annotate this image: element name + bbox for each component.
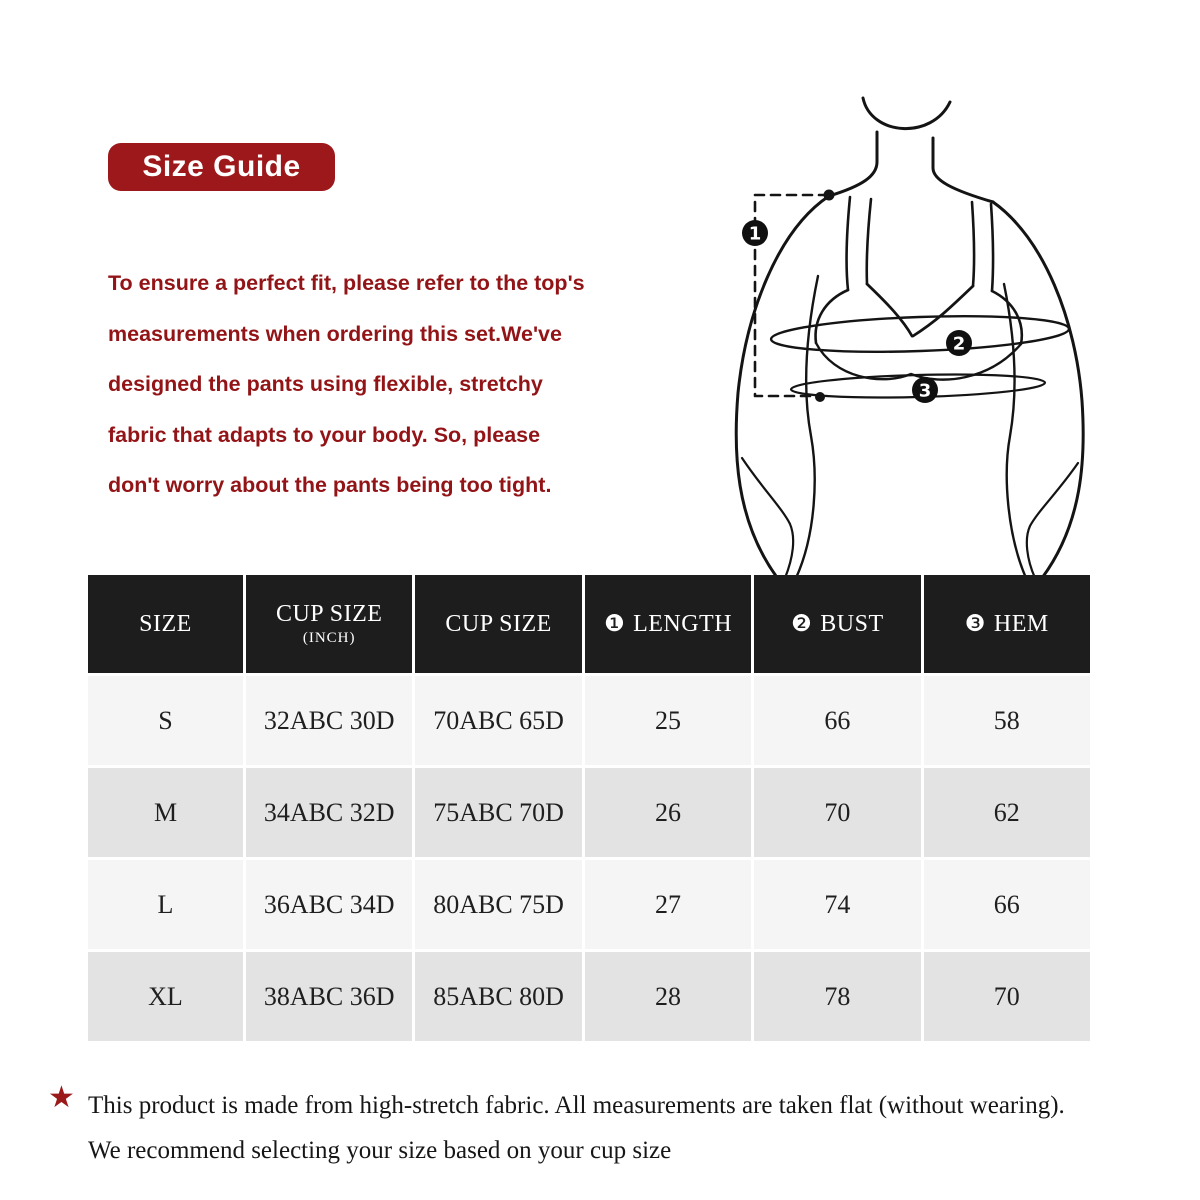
cell-cup-inch-xl: 38ABC 36D (246, 952, 412, 1041)
col-header-length (585, 575, 751, 673)
cell-bust-xl: 78 (754, 952, 920, 1041)
figure-right-cup-neckline (913, 286, 973, 336)
cell-cup-l: 80ABC 75D (415, 860, 581, 949)
marker-3-hem (912, 377, 938, 403)
intro-line: To ensure a perfect fit, please refer to the top's (108, 271, 585, 295)
size-guide-badge-label: Size Guide (142, 150, 301, 183)
col-header-size-label: SIZE (139, 610, 192, 637)
figure-left-cup-outer (816, 290, 848, 343)
figure-left-forearm (742, 458, 793, 578)
intro-line: designed the pants using flexible, stretchy (108, 372, 543, 396)
figure-right-strap-inner (991, 204, 993, 291)
size-guide-badge (108, 143, 335, 191)
cell-length-s: 25 (585, 676, 751, 765)
figure-neck-right (933, 138, 993, 202)
marker-2-bust (946, 330, 972, 356)
intro-line: don't worry about the pants being too tight. (108, 473, 552, 497)
circled-3-icon: ❸ (964, 610, 986, 637)
col-header-cup-size-inch (246, 575, 412, 673)
circled-2-icon: ❷ (791, 610, 813, 637)
cell-cup-inch-m: 34ABC 32D (246, 768, 412, 857)
length-dashed-guide (755, 195, 828, 396)
col-header-bust-label: BUST (820, 610, 884, 637)
figure-torso-left (796, 276, 818, 578)
figure-neck-left (829, 132, 877, 196)
col-header-cup-label: CUP SIZE (445, 610, 552, 637)
shoulder-anchor-dot (824, 190, 835, 201)
size-table (88, 575, 1090, 1041)
col-header-cup-size (415, 575, 581, 673)
col-header-cup-inch-sub: (INCH) (302, 630, 356, 646)
cell-cup-xl: 85ABC 80D (415, 952, 581, 1041)
marker-2-digit: 2 (952, 333, 966, 355)
cell-size-m: M (88, 768, 243, 857)
figure-left-cup-neckline (867, 284, 912, 336)
cell-hem-l: 66 (924, 860, 1090, 949)
cell-hem-s: 58 (924, 676, 1090, 765)
cell-length-xl: 28 (585, 952, 751, 1041)
hem-anchor-dot (815, 392, 825, 402)
cell-size-s: S (88, 676, 243, 765)
figure-right-arm-outer (993, 202, 1083, 578)
figure-left-arm-outer (736, 196, 829, 576)
cell-cup-inch-s: 32ABC 30D (246, 676, 412, 765)
footnote-line: We recommend selecting your size based on your cup size (88, 1137, 672, 1164)
footnote-line: This product is made from high-stretch fabric. All measurements are taken flat (without wearing). (88, 1092, 1065, 1119)
marker-1-length (742, 220, 768, 246)
col-header-cup-inch-label: CUP SIZE (275, 601, 383, 627)
marker-1-digit: 1 (748, 223, 762, 245)
cell-cup-m: 75ABC 70D (415, 768, 581, 857)
col-header-hem (924, 575, 1090, 673)
intro-paragraph (108, 258, 708, 511)
figure-left-strap-inner (867, 199, 871, 284)
cell-hem-m: 62 (924, 768, 1090, 857)
cell-size-xl: XL (88, 952, 243, 1041)
cell-length-l: 27 (585, 860, 751, 949)
intro-line: fabric that adapts to your body. So, please (108, 422, 541, 447)
col-header-size (88, 575, 243, 673)
col-header-length-label: LENGTH (633, 610, 733, 637)
cell-length-m: 26 (585, 768, 751, 857)
measurement-figure-illustration (690, 78, 1130, 578)
cell-bust-s: 66 (754, 676, 920, 765)
marker-3-digit: 3 (918, 380, 932, 402)
cell-bust-l: 74 (754, 860, 920, 949)
figure-right-strap-outer (972, 202, 974, 286)
cell-size-l: L (88, 860, 243, 949)
footnote-star-icon: ★ (48, 1080, 75, 1115)
figure-left-strap-outer (847, 197, 850, 290)
figure-chin-line (863, 98, 950, 129)
cell-cup-inch-l: 36ABC 34D (246, 860, 412, 949)
intro-line: measurements when ordering this set.We've (108, 321, 562, 346)
circled-1-icon: ❶ (603, 610, 626, 637)
footnote (88, 1083, 1168, 1173)
figure-torso-right (1004, 284, 1026, 578)
col-header-hem-label: HEM (993, 610, 1049, 637)
col-header-bust (754, 575, 920, 673)
cell-bust-m: 70 (754, 768, 920, 857)
cell-hem-xl: 70 (924, 952, 1090, 1041)
cell-cup-s: 70ABC 65D (415, 676, 581, 765)
